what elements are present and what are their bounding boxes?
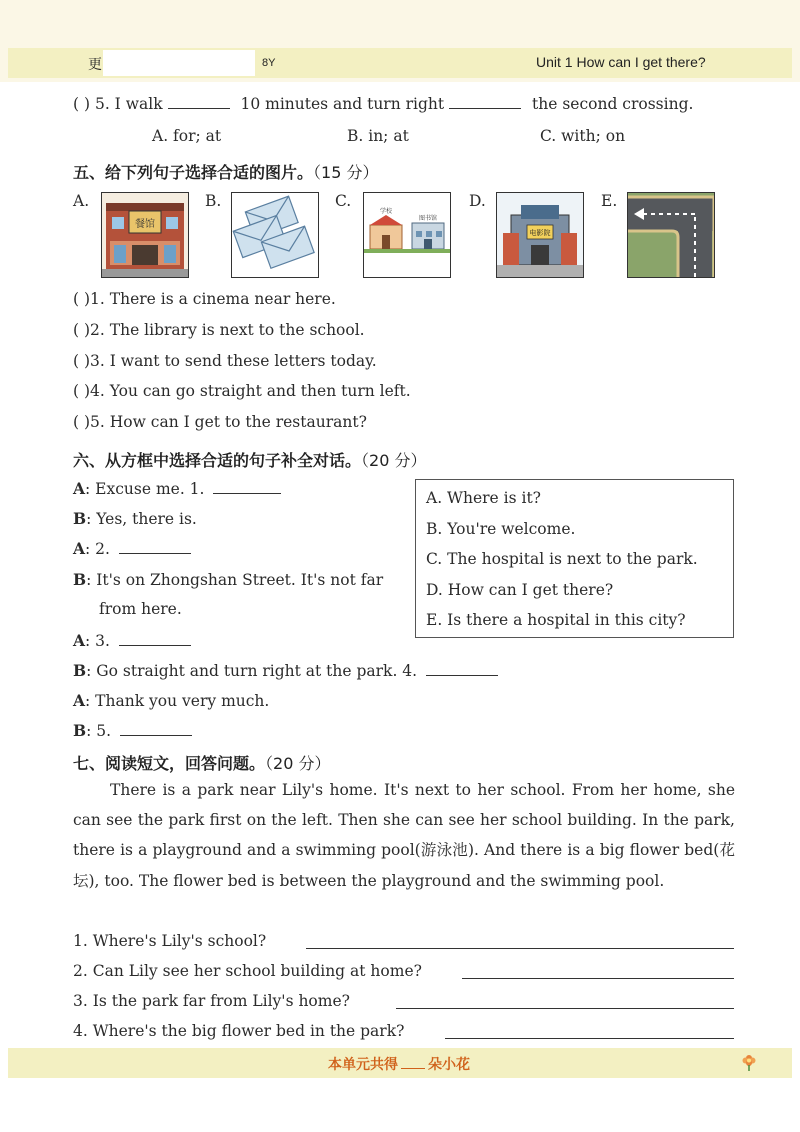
answer-line[interactable] <box>445 1038 734 1039</box>
answer-line[interactable] <box>306 948 734 949</box>
turn-left-road-picture <box>627 192 715 278</box>
answer-blank[interactable] <box>426 674 498 676</box>
pic-label-a: A. <box>73 192 90 210</box>
dialogue-line: B: 5. <box>73 721 192 740</box>
reading-question: 2. Can Lily see her school building at home? <box>73 962 422 980</box>
school-library-picture <box>363 192 451 278</box>
reading-passage: There is a park near Lily's home. It's next to her school. From her home, she can see the park first on the left. Then she can see her school building. In the park, there is a playground and a swimming pool(游泳池). And there is a big flower bed(花坛), too. The flower bed is between the playground and the swimming pool. <box>73 781 735 890</box>
list-item: ( )3. I want to send these letters today. <box>73 352 377 370</box>
restaurant-picture <box>101 192 189 278</box>
answer-blank[interactable] <box>119 552 191 554</box>
dialogue-line: A: Thank you very much. <box>73 691 270 710</box>
list-item: ( )5. How can I get to the restaurant? <box>73 413 367 431</box>
option-b: B. in; at <box>347 127 409 145</box>
list-item: ( )1. There is a cinema near here. <box>73 290 336 308</box>
box-option: E. Is there a hospital in this city? <box>426 611 686 629</box>
box-option: A. Where is it? <box>426 489 541 507</box>
list-item: ( )4. You can go straight and then turn left. <box>73 382 411 400</box>
answer-line[interactable] <box>396 1008 734 1009</box>
section7-heading: 七、阅读短文，回答问题。（20 分） <box>73 754 331 773</box>
list-item: ( )2. The library is next to the school. <box>73 321 365 339</box>
cinema-picture <box>496 192 584 278</box>
dialogue-line: A: Excuse me. 1. <box>73 479 281 498</box>
library-sign: 图书馆 <box>418 215 438 222</box>
dialogue-line: from here. <box>99 600 182 618</box>
header-left-char: 更 <box>88 56 102 72</box>
pic-label-c: C. <box>335 192 352 210</box>
dialogue-line: A: 2. <box>73 539 191 558</box>
cinema-sign: 电影院 <box>529 229 551 237</box>
letters-picture <box>231 192 319 278</box>
pic-label-b: B. <box>205 192 222 210</box>
option-a: A. for; at <box>152 127 222 145</box>
answer-blank[interactable] <box>119 644 191 646</box>
box-option: B. You're welcome. <box>426 520 576 538</box>
answer-blank[interactable] <box>168 107 230 109</box>
dialogue-line: A: 3. <box>73 631 191 650</box>
dialogue-line: B: Go straight and turn right at the park. 4. <box>73 661 498 680</box>
section5-heading: 五、给下列句子选择合适的图片。（15 分） <box>73 163 379 182</box>
flower-icon <box>741 1052 757 1076</box>
reading-question: 4. Where's the big flower bed in the park? <box>73 1022 405 1040</box>
answer-blank[interactable] <box>449 107 521 109</box>
pic-label-e: E. <box>601 192 618 210</box>
redacted-area <box>103 50 255 76</box>
header-code: 8Y <box>262 57 276 69</box>
answer-blank[interactable] <box>213 492 281 494</box>
flower-count: 本单元共得 朵小花 <box>328 1057 470 1073</box>
dialogue-line: B: Yes, there is. <box>73 509 197 528</box>
option-c: C. with; on <box>540 127 626 145</box>
box-option: C. The hospital is next to the park. <box>426 550 698 568</box>
dialogue-line: B: It's on Zhongshan Street. It's not far <box>73 570 384 589</box>
unit-title: Unit 1 How can I get there? <box>536 54 706 70</box>
prev-question: ( ) 5. I walk 10 minutes and turn right the second crossing. <box>73 95 694 113</box>
answer-line[interactable] <box>462 978 734 979</box>
answer-paren[interactable]: ( ) <box>73 95 91 113</box>
section6-heading: 六、从方框中选择合适的句子补全对话。（20 分） <box>73 451 427 470</box>
answer-blank[interactable] <box>120 734 192 736</box>
pic-label-d: D. <box>469 192 486 210</box>
box-option: D. How can I get there? <box>426 581 614 599</box>
flower-count-blank[interactable] <box>401 1067 425 1069</box>
restaurant-sign: 餐馆 <box>135 219 155 230</box>
reading-question: 3. Is the park far from Lily's home? <box>73 992 350 1010</box>
school-sign: 学校 <box>379 208 393 215</box>
reading-question: 1. Where's Lily's school? <box>73 932 267 950</box>
